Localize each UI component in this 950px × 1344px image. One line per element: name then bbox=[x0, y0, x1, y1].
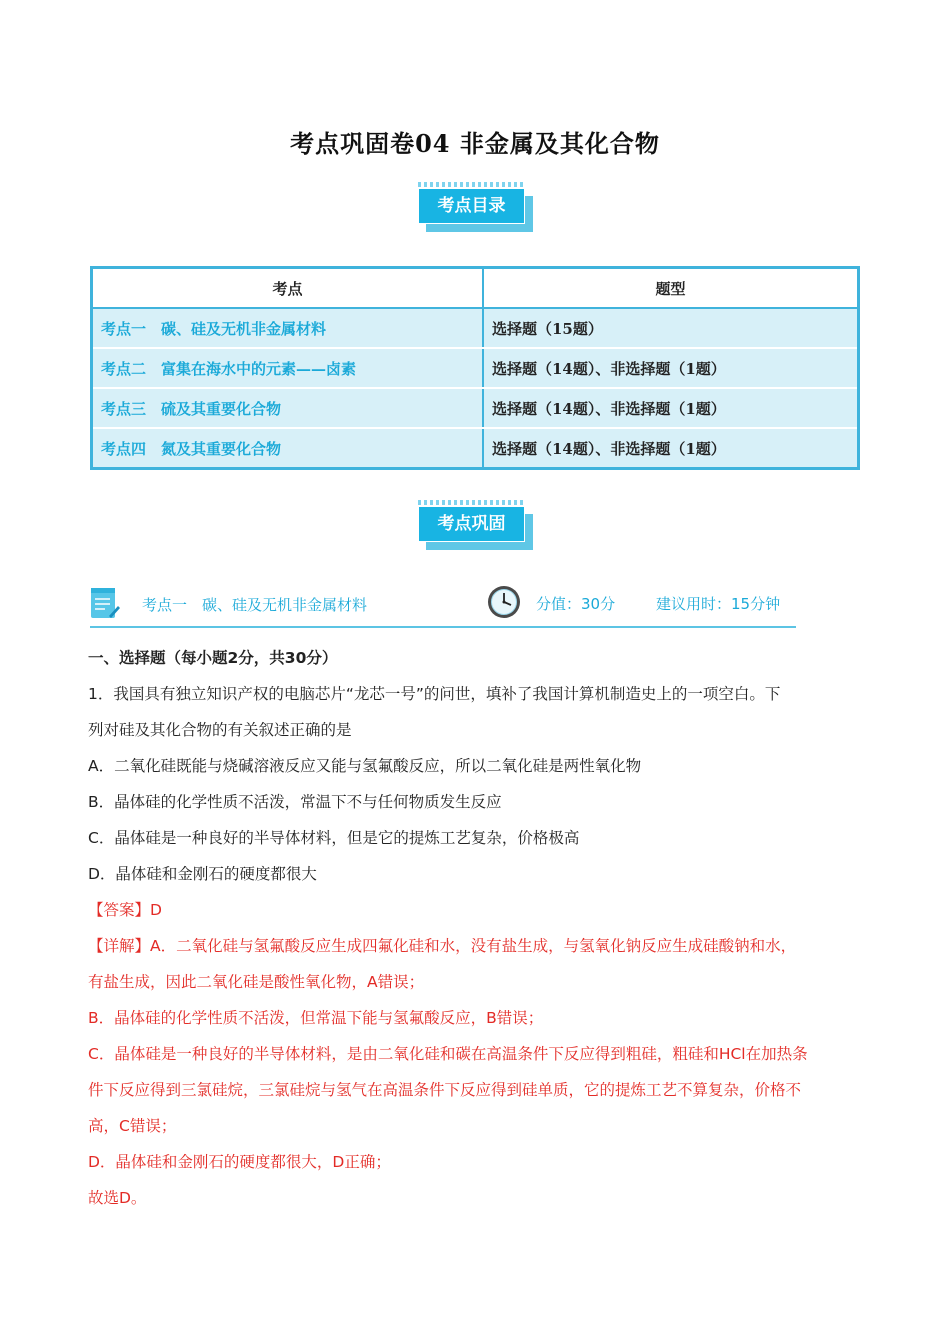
toc-point-cell: 考点一 碳、硅及无机非金属材料 bbox=[92, 308, 484, 348]
option-b: B．晶体硅的化学性质不活泼，常温下不与任何物质发生反应 bbox=[88, 793, 502, 811]
section-header bbox=[90, 584, 796, 628]
detail-line: B．晶体硅的化学性质不活泼，但常温下能与氢氟酸反应，B错误； bbox=[88, 1009, 544, 1027]
toc-header-point: 考点 bbox=[92, 268, 484, 309]
detail-line: 件下反应得到三氯硅烷，三氯硅烷与氢气在高温条件下反应得到硅单质，它的提炼工艺不算复杂，价格不 bbox=[88, 1081, 802, 1099]
toc-point-cell: 考点二 富集在海水中的元素——卤素 bbox=[92, 348, 484, 388]
toc-row bbox=[92, 428, 859, 469]
detail-line: 有盐生成，因此二氧化硅是酸性氧化物，A错误； bbox=[88, 973, 425, 991]
consolidate-badge bbox=[418, 506, 533, 550]
detail-line: 高，C错误； bbox=[88, 1117, 177, 1135]
option-d: D．晶体硅和金刚石的硬度都很大 bbox=[88, 865, 317, 883]
badge-dots bbox=[418, 500, 523, 505]
clock-icon bbox=[486, 584, 522, 620]
toc-table bbox=[90, 266, 860, 470]
detail-line: C．晶体硅是一种良好的半导体材料，是由二氧化硅和碳在高温条件下反应得到粗硅，粗硅和HCl在加热条 bbox=[88, 1045, 808, 1063]
toc-row bbox=[92, 308, 859, 348]
option-a: A．二氧化硅既能与烧碱溶液反应又能与氢氟酸反应，所以二氧化硅是两性氧化物 bbox=[88, 757, 642, 775]
toc-point-cell: 考点三 硫及其重要化合物 bbox=[92, 388, 484, 428]
toc-point-cell: 考点四 氮及其重要化合物 bbox=[92, 428, 484, 469]
conclusion: 故选D。 bbox=[88, 1189, 147, 1207]
page-title: 考点巩固卷04 非金属及其化合物 bbox=[290, 129, 660, 158]
toc-type-cell: 选择题（14题）、非选择题（1题） bbox=[483, 388, 859, 428]
toc-type-cell: 选择题（15题） bbox=[483, 308, 859, 348]
question-content bbox=[88, 640, 860, 1216]
toc-badge-label: 考点目录 bbox=[418, 188, 525, 224]
section-score: 分值：30分 bbox=[536, 595, 616, 613]
question-text: 1．我国具有独立知识产权的电脑芯片“龙芯一号”的问世，填补了我国计算机制造史上的一项空白。下 bbox=[88, 685, 781, 703]
question-text-cont: 列对硅及其化合物的有关叙述正确的是 bbox=[88, 721, 352, 739]
detail-line: D．晶体硅和金刚石的硬度都很大，D正确； bbox=[88, 1153, 391, 1171]
badge-dots bbox=[418, 182, 523, 187]
toc-header-type: 题型 bbox=[483, 268, 859, 309]
toc-header-row bbox=[92, 268, 859, 309]
detail-line: 【详解】A．二氧化硅与氢氟酸反应生成四氟化硅和水，没有盐生成，与氢氧化钠反应生成硅酸钠和水， bbox=[88, 937, 797, 955]
section-time: 建议用时：15分钟 bbox=[656, 595, 781, 613]
toc-row bbox=[92, 388, 859, 428]
toc-badge bbox=[418, 188, 533, 232]
section-name: 考点一 碳、硅及无机非金属材料 bbox=[142, 596, 368, 614]
notepad-icon bbox=[90, 586, 120, 620]
part-heading: 一、选择题（每小题2分，共30分） bbox=[88, 649, 338, 667]
toc-row bbox=[92, 348, 859, 388]
consolidate-badge-label: 考点巩固 bbox=[418, 506, 525, 542]
toc-type-cell: 选择题（14题）、非选择题（1题） bbox=[483, 348, 859, 388]
option-c: C．晶体硅是一种良好的半导体材料，但是它的提炼工艺复杂，价格极高 bbox=[88, 829, 580, 847]
toc-type-cell: 选择题（14题）、非选择题（1题） bbox=[483, 428, 859, 469]
answer: 【答案】D bbox=[88, 901, 162, 919]
